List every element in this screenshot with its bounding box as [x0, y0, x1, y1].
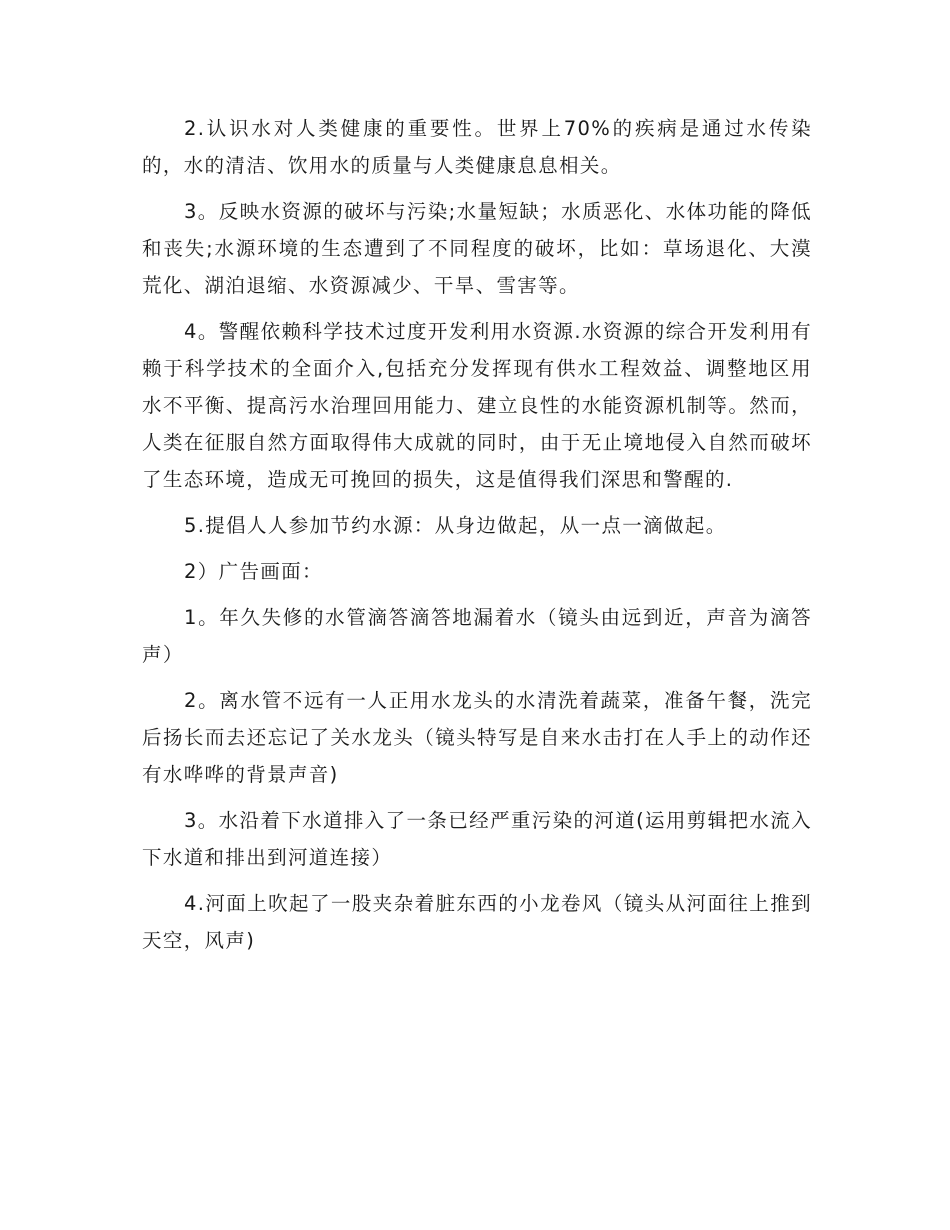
section-heading-ad-scenes: 2）广告画面： — [184, 560, 323, 583]
document-body — [142, 110, 812, 968]
paragraph-scene-4: 4.河面上吹起了一股夹杂着脏东西的小龙卷风（镜头从河面往上推到天空，风声) — [142, 892, 812, 952]
paragraph-water-pollution: 3。反映水资源的破坏与污染;水量短缺；水质恶化、水体功能的降低和丧失;水源环境的生态遭到了不同程度的破坏，比如：草场退化、大漠荒化、湖泊退缩、水资源减少、干旱、雪害等。 — [142, 200, 812, 297]
paragraph-technology-warning: 4。警醒依赖科学技术过度开发利用水资源.水资源的综合开发利用有赖于科学技术的全面介入,包括充分发挥现有供水工程效益、调整地区用水不平衡、提高污水治理回用能力、建立良性的水能资源机制等。然而，人类在征服自然方面取得伟大成就的同时，由于无止境地侵入自然而破坏了生态环境，造成无可挽回的损失，这是值得我们深思和警醒的. — [142, 320, 812, 491]
paragraph-scene-3: 3。水沿着下水道排入了一条已经严重污染的河道(运用剪辑把水流入下水道和排出到河道连接） — [142, 809, 812, 869]
paragraph-scene-2: 2。离水管不远有一人正用水龙头的水清洗着蔬菜，准备午餐，洗完后扬长而去还忘记了关水龙头（镜头特写是自来水击打在人手上的动作还有水哗哗的背景声音) — [142, 689, 812, 786]
paragraph-scene-1: 1。年久失修的水管滴答滴答地漏着水（镜头由远到近，声音为滴答声） — [142, 606, 812, 666]
paragraph-save-water: 5.提倡人人参加节约水源：从身边做起，从一点一滴做起。 — [184, 514, 727, 537]
paragraph-health-importance: 2.认识水对人类健康的重要性。世界上70%的疾病是通过水传染的，水的清洁、饮用水的质量与人类健康息息相关。 — [142, 117, 812, 177]
